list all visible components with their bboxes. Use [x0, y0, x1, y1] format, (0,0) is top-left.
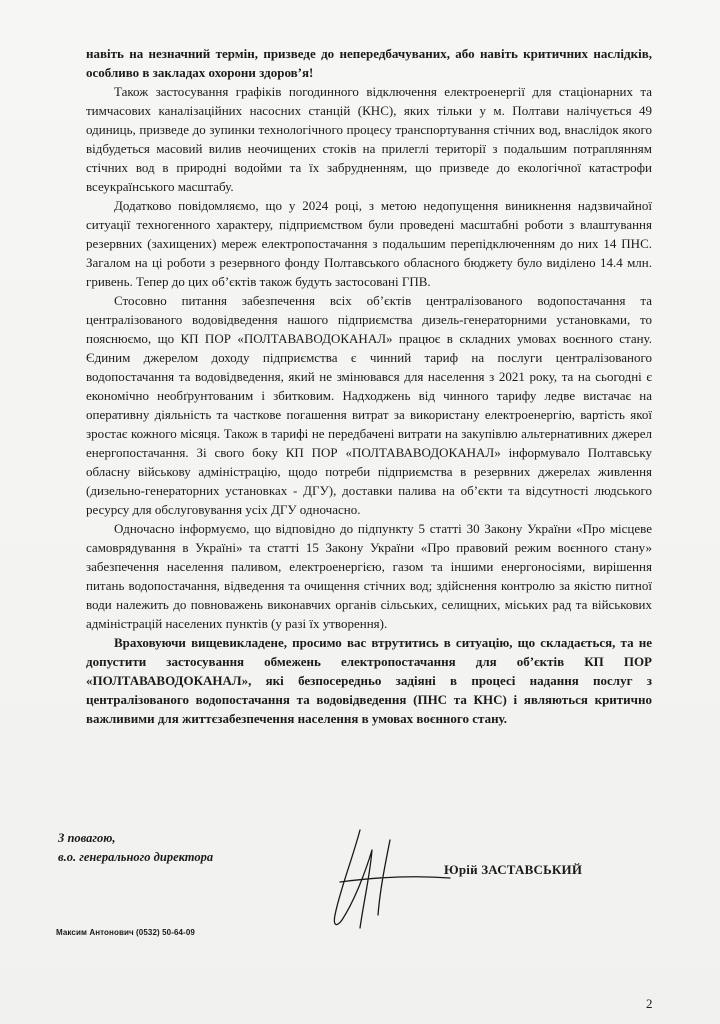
paragraph-6: Враховуючи вищевикладене, просимо вас втрутитись в ситуацію, що складається, та не допустити застосування обмежень електропостачання для об’єктів КП ПОР «ПОЛТАВАВОДОКАНАЛ», які безпосередньо задіяні в процесі надання послуг з централізованого водопостачання та водовідведення (ПНС та КНС) і являються критично важливими для життєзабезпечення населення в умовах воєнного стану. — [86, 635, 652, 726]
paragraph-4: Стосовно питання забезпечення всіх об’єктів централізованого водопостачання та централізованого водовідведення нашого підприємства дизель-генераторними установками, то пояснюємо, що КП ПОР «ПОЛТАВАВОДОКАНАЛ» працює в складних умовах воєнного стану. Єдиним джерелом доходу підприємства є чинний тариф на послуги централізованого водопостачання та водовідведення, який не змінювався для населення з 2021 року, та на сьогодні є економічно необґрунтованим і збитковим. Надходжень від чинного тарифу ледве вистачає на оперативну діяльність та часткове погашення витрат за використану електроенергію, вартість якої зростає кожного місяця. Також в тарифі не передбачені витрати на закупівлю альтернативних джерел енергопостачання. Зі свого боку КП ПОР «ПОЛТАВАВОДОКАНАЛ» інформувало Полтавську обласну військову адміністрацію, щодо потреби підприємства в резервних джерелах живлення (дизельно-генераторних установках - ДГУ), доставки палива на об’єкти та відсутності людського ресурсу для обслуговування усіх ДГУ одночасно. — [86, 293, 652, 517]
signer-name: Юрій ЗАСТАВСЬКИЙ — [444, 862, 583, 877]
letter-body — [86, 44, 652, 728]
paragraph-5: Одночасно інформуємо, що відповідно до підпункту 5 статті 30 Закону України «Про місцеве самоврядування в Україні» та статті 15 Закону України «Про правовий режим воєнного стану» забезпечення населення паливом, електроенергією, газом та іншими енергоносіями, вирішення питань водопостачання, відведення та очищення стічних вод; здійснення контролю за якістю питної води належить до повноважень виконавчих органів сільських, селищних, міських рад та військових адміністрацій населених пунктів (у разі їх утворення). — [86, 521, 652, 631]
closing-position: в.о. генерального директора — [58, 850, 214, 864]
paragraph-2: Також застосування графіків погодинного відключення електроенергії для стаціонарних та тимчасових каналізаційних насосних станцій (КНС), яких тільки у м. Полтави налічується 49 одиниць, призведе до зупинки технологічного процесу транспортування стічних вод, внаслідок якого відбудеться масовий вилив неочищених стоків на прилеглі території з подальшим потраплянням стічних вод в природні водойми та їх забрудненням, що призведе до екологічної катастрофи всеукраїнського масштабу. — [86, 84, 652, 194]
executor-contact: Максим Антонович (0532) 50-64-09 — [56, 928, 195, 937]
closing-salutation: З повагою, — [58, 831, 116, 845]
paragraph-3: Додатково повідомляємо, що у 2024 році, з метою недопущення виникнення надзвичайної ситуації техногенного характеру, підприємством були проведені масштабні роботи з влаштування резервних (захищених) мереж електропостачання з подальшим перепідключенням до них 14 ПНС. Загалом на ці роботи з резервного фонду Полтавського обласного бюджету було виділено 14.4 млн. гривень. Тепер до цих об’єктів також будуть застосовані ГПВ. — [86, 198, 652, 289]
page-number: 2 — [646, 996, 653, 1011]
handwritten-signature — [300, 820, 460, 940]
paragraph-1: навіть на незначний термін, призведе до непередбачуваних, або навіть критичних наслідків, особливо в закладах охорони здоров’я! — [86, 46, 652, 80]
closing-block — [58, 829, 213, 867]
